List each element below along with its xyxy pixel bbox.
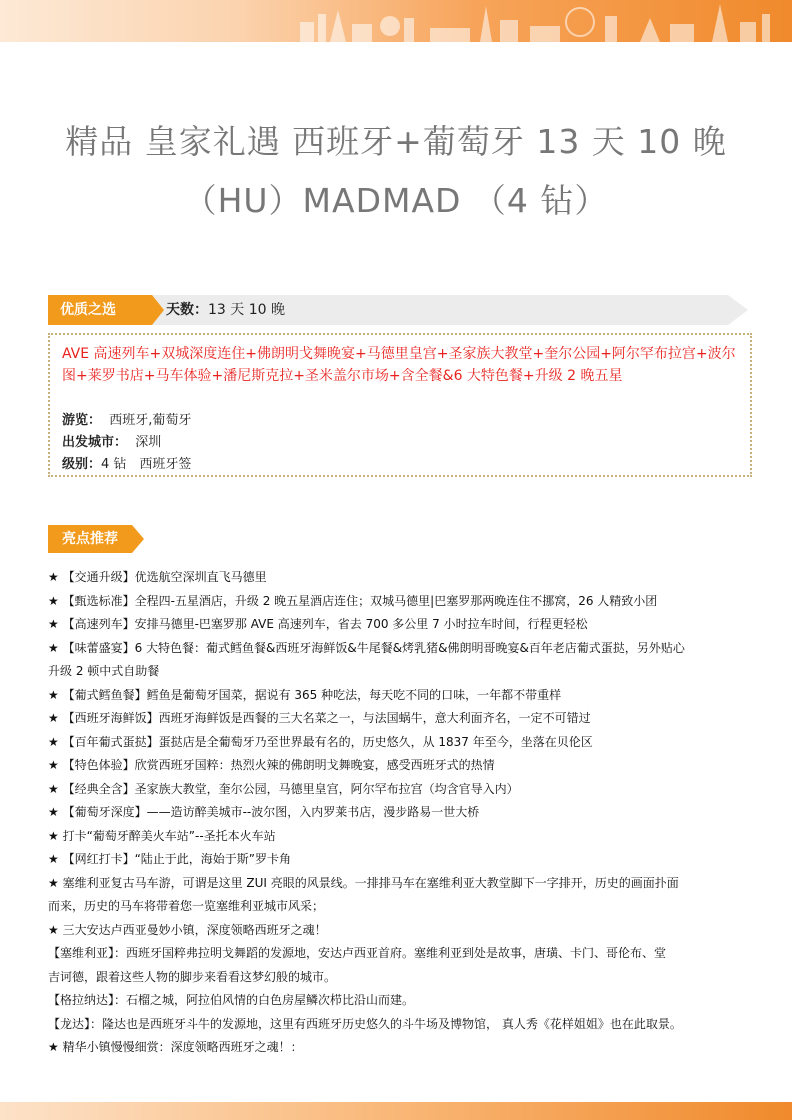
top-banner: [0, 0, 792, 42]
selection-bar: [48, 295, 748, 325]
list-item: ★ 【西班牙海鲜饭】西班牙海鲜饭是西餐的三大名菜之一，与法国蜗牛，意大利面齐名，一定不可错过: [48, 711, 591, 725]
list-item: ★ 【交通升级】优选航空深圳直飞马德里: [48, 570, 267, 584]
days-label: 天数：: [166, 302, 208, 318]
tour-label: 游览：: [62, 413, 102, 428]
info-box: [48, 333, 752, 477]
list-item: ★ 打卡“葡萄牙醉美火车站”--圣托本火车站: [48, 828, 276, 843]
level-row: [62, 453, 191, 472]
highlights-tag: 亮点推荐: [48, 525, 132, 553]
days-info: [166, 295, 285, 325]
highlight-summary: AVE 高速列车+双城深度连住+佛朗明戈舞晚宴+马德里皇宫+圣家族大教堂+奎尔公园+阿尔罕布拉宫+波尔图+莱罗书店+马车体验+潘尼斯克拉+圣米盖尔市场+含全餐&6 大特色餐+升级 2 晚五星: [62, 346, 736, 384]
city-label: 出发城市：: [62, 435, 128, 450]
list-item: ★ 【味蕾盛宴】6 大特色餐：葡式鳕鱼餐&西班牙海鲜饭&牛尾餐&烤乳猪&佛朗明哥晚宴&百年老店葡式蛋挞，另外贴心: [48, 640, 685, 655]
list-item: 升级 2 顿中式自助餐: [48, 664, 160, 678]
list-item: ★ 精华小镇慢慢细赏：深度领略西班牙之魂！：: [48, 1040, 303, 1054]
list-item: ★ 【葡式鳕鱼餐】鳕鱼是葡萄牙国菜，据说有 365 种吃法，每天吃不同的口味，一年都不带重样: [48, 687, 562, 702]
list-item: 吉诃德，跟着这些人物的脚步来看看这梦幻般的城市。: [48, 969, 337, 984]
tour-title-line1: 精品 皇家礼遇 西班牙+葡萄牙 13 天 10 晚: [65, 122, 727, 161]
selection-bar-arrow: [728, 295, 748, 325]
list-item: 【塞维利亚】：西班牙国粹弗拉明戈舞蹈的发源地，安达卢西亚首府。塞维利亚到处是故事，唐璜、卡门、哥伦布、堂: [48, 946, 667, 960]
level-label: 级别：: [62, 457, 102, 472]
highlights-list: [48, 566, 748, 1060]
list-item: ★ 【经典全含】圣家族大教堂，奎尔公园，马德里皇宫，阿尔罕布拉宫（均含官导入内）: [48, 781, 519, 796]
bottom-banner: [0, 1102, 792, 1120]
selection-tag: 优质之选: [48, 295, 152, 325]
city-row: [62, 431, 161, 450]
tour-row: [62, 409, 191, 428]
highlights-tag-arrow: [132, 525, 144, 553]
list-item: ★ 塞维利亚复古马车游，可谓是这里 ZUI 亮眼的风景线。一排排马车在塞维利亚大教堂脚下一字排开，历史的画面扑面: [48, 875, 679, 890]
list-item: ★ 【甄选标准】全程四-五星酒店，升级 2 晚五星酒店连住；双城马德里|巴塞罗那两晚连住不挪窝，26 人精致小团: [48, 593, 658, 608]
list-item: 【格拉纳达】：石榴之城，阿拉伯风情的白色房屋鳞次栉比沿山而建。: [48, 993, 415, 1007]
city-value: 深圳: [135, 435, 162, 450]
list-item: ★ 三大安达卢西亚曼妙小镇，深度领略西班牙之魂！: [48, 922, 327, 937]
list-item: 而来，历史的马车将带着您一览塞维利亚城市风采；: [48, 899, 325, 913]
selection-tag-arrow: [152, 295, 164, 325]
list-item: ★ 【葡萄牙深度】——造访醉美城市--波尔图，入内罗莱书店，漫步路易一世大桥: [48, 805, 480, 819]
list-item: ★ 【网红打卡】“陆止于此，海始于斯”罗卡角: [48, 852, 292, 866]
tour-value: 西班牙,葡萄牙: [109, 413, 192, 428]
list-item: 【龙达】：隆达也是西班牙斗牛的发源地，这里有西班牙历史悠久的斗牛场及博物馆， 真人秀《花样姐姐》也在此取景。: [48, 1016, 682, 1031]
list-item: ★ 【特色体验】欣赏西班牙国粹：热烈火辣的佛朗明戈舞晚宴，感受西班牙式的热情: [48, 758, 495, 772]
level-value: 4 钻 西班牙签: [101, 457, 192, 472]
list-item: ★ 【百年葡式蛋挞】蛋挞店是全葡萄牙乃至世界最有名的，历史悠久，从 1837 年至今，坐落在贝伦区: [48, 734, 593, 749]
tour-title-line2: （HU）MADMAD （4 钻）: [183, 181, 609, 220]
days-value: 13 天 10 晚: [208, 302, 285, 318]
skyline-decoration: [0, 0, 792, 42]
list-item: ★ 【高速列车】安排马德里-巴塞罗那 AVE 高速列车，省去 700 多公里 7 小时拉车时间，行程更轻松: [48, 617, 588, 631]
